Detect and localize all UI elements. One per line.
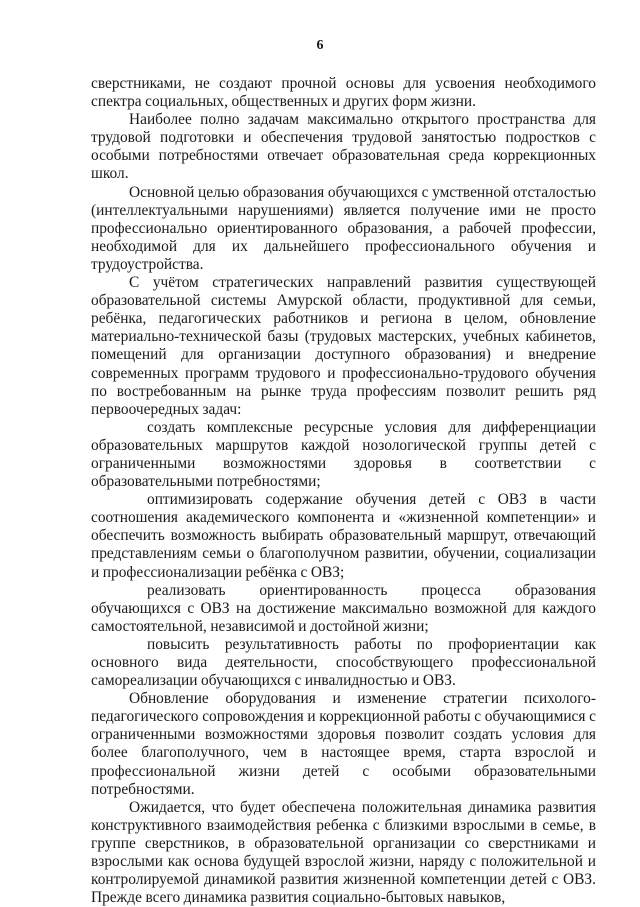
list-paragraph: реализовать ориентированность процесса образования обучающихся с ОВЗ на достижение максимально возможной для каждого самостоятельной, независимой и достойной жизни; — [91, 581, 596, 635]
paragraph: С учётом стратегических направлений развития существующей образовательной системы Амурской области, продуктивной для семьи, ребёнка, педагогических работников и региона в целом, обновление материально-технической базы (трудовых мастерских, учебных кабинетов, помещений для организации доступного образования) и внедрение современных программ трудового и профессионально-трудового обучения по востребованным на рынке труда профессиям позволит решить ряд первоочередных задач: — [91, 274, 596, 418]
paragraph: Основной целью образования обучающихся с умственной отсталостью (интеллектуальными нарушениями) является получение ими не просто профессионально ориентированного образования, а рабочей профессии, необходимой для их дальнейшего профессионального обучения и трудоустройства. — [91, 183, 596, 273]
paragraph: Обновление оборудования и изменение стратегии психолого-педагогического сопровождения и коррекционной работы с обучающимися с ограниченными возможностями здоровья позволит создать условия для более благополучного, чем в настоящее время, старта взрослой и профессиональной жизни детей с особыми образовательными потребностями. — [91, 690, 596, 798]
paragraph: сверстниками, не создают прочной основы для усвоения необходимого спектра социальных, общественных и других форм жизни. — [91, 75, 596, 111]
list-paragraph: повысить результативность работы по профориентации как основного вида деятельности, способствующего профессиональной самореализации обучающихся с инвалидностью и ОВЗ. — [91, 635, 596, 690]
paragraph: Ожидается, что будет обеспечена положительная динамика развития конструктивного взаимодействия ребенка с близкими взрослыми в семье, в группе сверстников, в образовательной организации со сверстниками и взрослыми как основа будущей взрослой жизни, наряду с положительной и контролируемой динамикой развития жизненной компетенции детей с ОВЗ. Прежде всего динамика развития социально-бытовых навыков, — [91, 798, 596, 907]
paragraph: Наиболее полно задачам максимально открытого пространства для трудовой подготовки и обеспечения трудовой занятостью подростков с особыми потребностями отвечает образовательная среда коррекционных школ. — [91, 111, 596, 183]
list-paragraph: создать комплексные ресурсные условия для дифференциации образовательных маршрутов каждой нозологической группы детей с ограниченными возможностями здоровья в соответствии с образовательными потребностями; — [91, 418, 596, 491]
page-number: 6 — [316, 38, 324, 53]
list-paragraph: оптимизировать содержание обучения детей с ОВЗ в части соотношения академического компонента и «жизненной компетенции» и обеспечить возможность выбирать образовательный маршрут, отвечающий представлениям семьи о благополучном развитии, обучении, социализации и профессионализации ребёнка с ОВЗ; — [91, 491, 596, 581]
document-body — [91, 75, 596, 907]
